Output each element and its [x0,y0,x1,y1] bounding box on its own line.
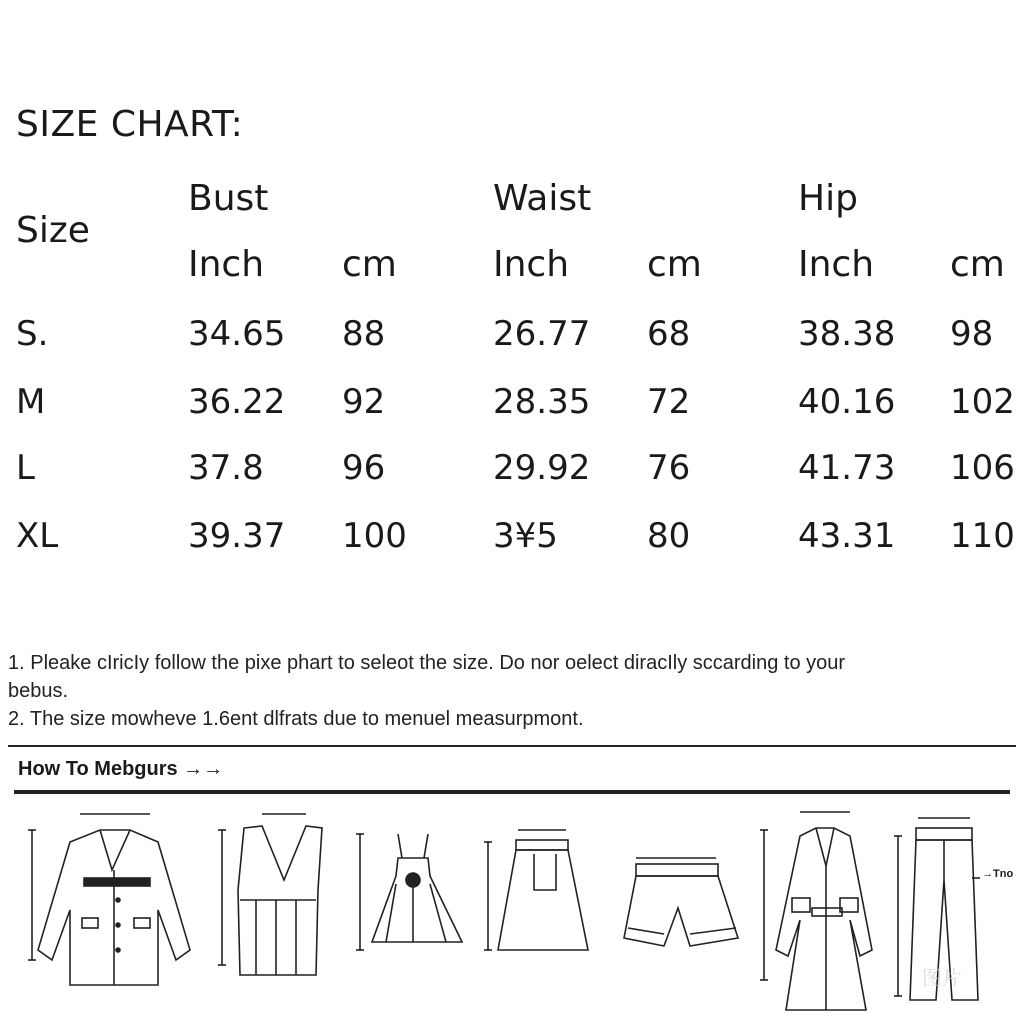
hip-inch-header: Inch [798,244,875,285]
watermark: 图片 [922,968,962,990]
table-cell: 34.65 [188,314,286,354]
shorts-illustration [624,858,738,946]
bust-header: Bust [188,178,269,219]
dress-illustration [356,834,462,950]
waist-cm-header: cm [647,244,702,285]
note-line: bebus. [8,680,69,702]
skirt-illustration [484,830,588,950]
size-label: S. [16,314,49,354]
hip-cm-header: cm [950,244,1005,285]
table-cell: 26.77 [493,314,591,354]
table-cell: 98 [950,314,994,354]
divider [14,790,1010,794]
waist-header: Waist [493,178,592,219]
size-label: XL [16,516,59,556]
table-cell: 102 [950,382,1015,422]
how-to-measure-heading: How To Mebgurs →→ [18,758,224,780]
table-cell: 40.16 [798,382,896,422]
size-column-header: Size [16,210,90,251]
table-cell: 80 [647,516,691,556]
size-label: L [16,448,35,488]
jacket-illustration [28,814,190,985]
bust-inch-header: Inch [188,244,265,285]
table-cell: 38.38 [798,314,896,354]
table-cell: 29.92 [493,448,591,488]
table-cell: 41.73 [798,448,896,488]
bust-cm-header: cm [342,244,397,285]
table-cell: 3¥5 [493,516,558,556]
hip-header: Hip [798,178,858,219]
table-cell: 68 [647,314,691,354]
table-cell: 39.37 [188,516,286,556]
table-cell: 88 [342,314,386,354]
measurement-illustrations [0,800,1024,1024]
note-line: 1. Pleake cIricIy follow the pixe phart to seleot the size. Do nor oelect diracIly sccarding to your [8,652,846,674]
table-cell: 43.31 [798,516,896,556]
table-cell: 37.8 [188,448,264,488]
table-cell: 72 [647,382,691,422]
top-illustration [218,814,322,975]
table-cell: 96 [342,448,386,488]
table-cell: 100 [342,516,407,556]
table-cell: 92 [342,382,386,422]
waist-inch-header: Inch [493,244,570,285]
note-line: 2. The size mowheve 1.6ent dlfrats due to menuel measurpmont. [8,708,584,730]
table-cell: 110 [950,516,1015,556]
table-cell: 76 [647,448,691,488]
table-cell: 28.35 [493,382,591,422]
table-cell: 106 [950,448,1015,488]
page-title: SIZE CHART: [16,104,244,145]
table-cell: 36.22 [188,382,286,422]
measurement-label: →Tno [982,868,1014,880]
divider [8,745,1016,747]
size-label: M [16,382,46,422]
coat-illustration [760,812,872,1010]
